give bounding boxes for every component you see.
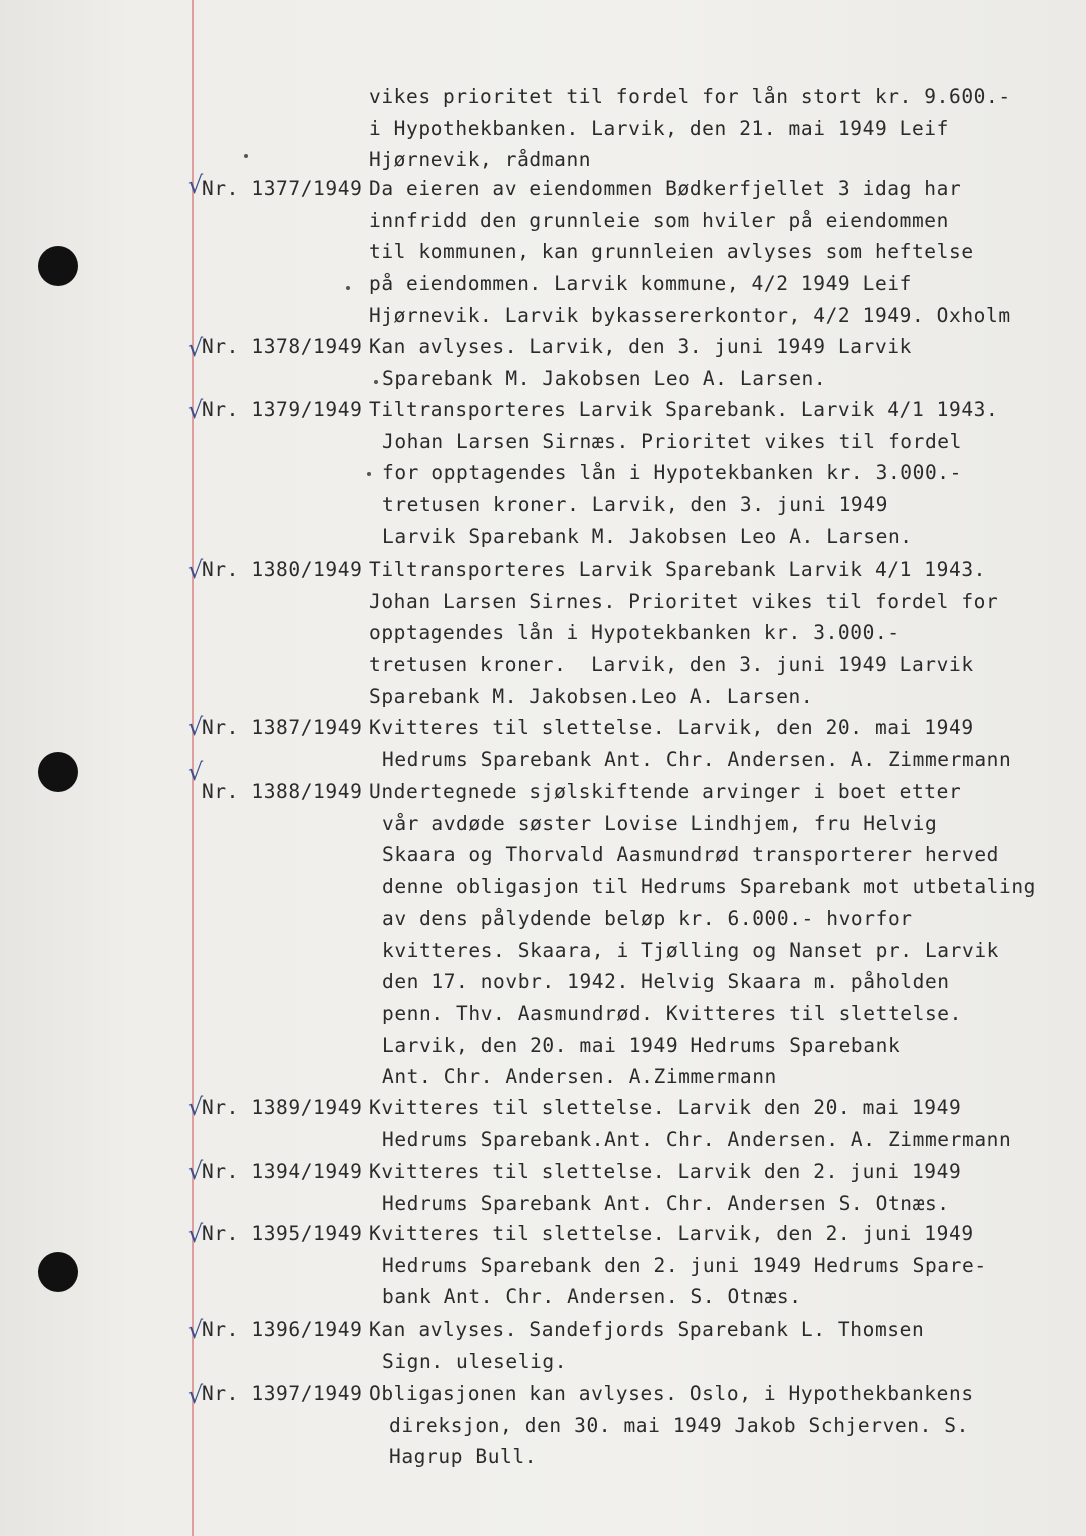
- entry-text-line: opptagendes lån i Hypotekbanken kr. 3.000.-: [369, 621, 900, 644]
- entry-text-line: kvitteres. Skaara, i Tjølling og Nanset pr. Larvik: [382, 939, 999, 962]
- entry-number: Nr. 1388/1949: [202, 780, 363, 803]
- entry-text-line: Kvitteres til slettelse. Larvik, den 20. mai 1949: [369, 716, 974, 739]
- entry-text-line: Johan Larsen Sirnes. Prioritet vikes til fordel for: [369, 590, 999, 613]
- entry-text-line: Sign. uleselig.: [382, 1350, 568, 1373]
- check-mark-icon: √: [188, 396, 204, 424]
- entry-text-line: den 17. novbr. 1942. Helvig Skaara m. påholden: [382, 970, 950, 993]
- punch-hole: [38, 246, 78, 286]
- entry-text-line: innfridd den grunnleie som hviler på eiendommen: [369, 209, 949, 232]
- entry-text-line: Larvik Sparebank M. Jakobsen Leo A. Larsen.: [382, 525, 913, 548]
- entry-text-line: Johan Larsen Sirnæs. Prioritet vikes til fordel: [382, 430, 962, 453]
- entry-text-line: Ant. Chr. Andersen. A.Zimmermann: [382, 1065, 777, 1088]
- entry-number: Nr. 1396/1949: [202, 1318, 363, 1341]
- entry-text-line: Kvitteres til slettelse. Larvik den 20. mai 1949: [369, 1096, 962, 1119]
- entry-text-line: til kommunen, kan grunnleien avlyses som heftelse: [369, 240, 974, 263]
- entry-text-line: denne obligasjon til Hedrums Sparebank mot utbetaling: [382, 875, 1037, 898]
- punch-hole: [38, 1252, 78, 1292]
- entry-number: Nr. 1380/1949: [202, 558, 363, 581]
- entry-text-line: Hedrums Sparebank Ant. Chr. Andersen. A. Zimmermann: [382, 748, 1012, 771]
- check-mark-icon: √: [188, 1316, 204, 1344]
- entry-number: Nr. 1378/1949: [202, 335, 363, 358]
- entry-text-line: Sparebank M. Jakobsen Leo A. Larsen.: [382, 367, 827, 390]
- entry-text-line: Hedrums Sparebank Ant. Chr. Andersen S. Otnæs.: [382, 1192, 950, 1215]
- entry-number: Nr. 1387/1949: [202, 716, 363, 739]
- entry-text-line: Tiltransporteres Larvik Sparebank Larvik 4/1 1943.: [369, 558, 986, 581]
- entry-text-line: Da eieren av eiendommen Bødkerfjellet 3 idag har: [369, 177, 962, 200]
- entry-text-line: bank Ant. Chr. Andersen. S. Otnæs.: [382, 1285, 802, 1308]
- entry-text-line: Tiltransporteres Larvik Sparebank. Larvik 4/1 1943.: [369, 398, 999, 421]
- entry-text-line: Obligasjonen kan avlyses. Oslo, i Hypothekbankens: [369, 1382, 974, 1405]
- entry-text-line: tretusen kroner. Larvik, den 3. juni 1949 Larvik: [369, 653, 974, 676]
- entry-text-line: Kvitteres til slettelse. Larvik den 2. juni 1949: [369, 1160, 962, 1183]
- entry-text-line: av dens pålydende beløp kr. 6.000.- hvorfor: [382, 907, 913, 930]
- entry-text-line: vikes prioritet til fordel for lån stort kr. 9.600.-: [369, 85, 1011, 108]
- entry-text-line: direksjon, den 30. mai 1949 Jakob Schjerven. S.: [389, 1414, 969, 1437]
- entry-number: Nr. 1395/1949: [202, 1222, 363, 1245]
- check-mark-icon: √: [188, 334, 204, 362]
- check-mark-icon: √: [188, 713, 204, 741]
- entry-text-line: Undertegnede sjølskiftende arvinger i boet etter: [369, 780, 962, 803]
- entry-text-line: i Hypothekbanken. Larvik, den 21. mai 1949 Leif: [369, 117, 949, 140]
- entry-text-line: Hjørnevik. Larvik bykassererkontor, 4/2 1949. Oxholm: [369, 304, 1011, 327]
- entry-text-line: Kan avlyses. Larvik, den 3. juni 1949 Larvik: [369, 335, 912, 358]
- check-mark-icon: √: [188, 1220, 204, 1248]
- entry-text-line: Hedrums Sparebank.Ant. Chr. Andersen. A. Zimmermann: [382, 1128, 1012, 1151]
- entry-text-line: Kan avlyses. Sandefjords Sparebank L. Thomsen: [369, 1318, 925, 1341]
- check-mark-icon: √: [188, 758, 204, 786]
- check-mark-icon: √: [188, 556, 204, 584]
- check-mark-icon: √: [188, 171, 204, 199]
- entry-text-line: Sparebank M. Jakobsen.Leo A. Larsen.: [369, 685, 814, 708]
- entry-text-line: Hedrums Sparebank den 2. juni 1949 Hedrums Spare-: [382, 1254, 987, 1277]
- entry-number: Nr. 1377/1949: [202, 177, 363, 200]
- ink-dot: [346, 286, 350, 290]
- entry-text-line: Larvik, den 20. mai 1949 Hedrums Sparebank: [382, 1034, 901, 1057]
- entry-number: Nr. 1397/1949: [202, 1382, 363, 1405]
- entry-number: Nr. 1394/1949: [202, 1160, 363, 1183]
- entry-text-line: tretusen kroner. Larvik, den 3. juni 1949: [382, 493, 888, 516]
- entry-text-line: Kvitteres til slettelse. Larvik, den 2. juni 1949: [369, 1222, 974, 1245]
- ink-dot: [367, 472, 371, 476]
- check-mark-icon: √: [188, 1093, 204, 1121]
- entry-number: Nr. 1379/1949: [202, 398, 363, 421]
- entry-number: Nr. 1389/1949: [202, 1096, 363, 1119]
- ink-dot: [244, 154, 248, 158]
- entry-text-line: Hagrup Bull.: [389, 1445, 538, 1468]
- punch-hole: [38, 752, 78, 792]
- entry-text-line: penn. Thv. Aasmundrød. Kvitteres til slettelse.: [382, 1002, 962, 1025]
- entry-text-line: Skaara og Thorvald Aasmundrød transporterer herved: [382, 843, 999, 866]
- entry-text-line: Hjørnevik, rådmann: [369, 148, 592, 171]
- entry-text-line: for opptagendes lån i Hypotekbanken kr. 3.000.-: [382, 461, 962, 484]
- check-mark-icon: √: [188, 1381, 204, 1409]
- ink-dot: [374, 380, 378, 384]
- entry-text-line: vår avdøde søster Lovise Lindhjem, fru Helvig: [382, 812, 938, 835]
- entry-text-line: på eiendommen. Larvik kommune, 4/2 1949 Leif: [369, 272, 912, 295]
- check-mark-icon: √: [188, 1157, 204, 1185]
